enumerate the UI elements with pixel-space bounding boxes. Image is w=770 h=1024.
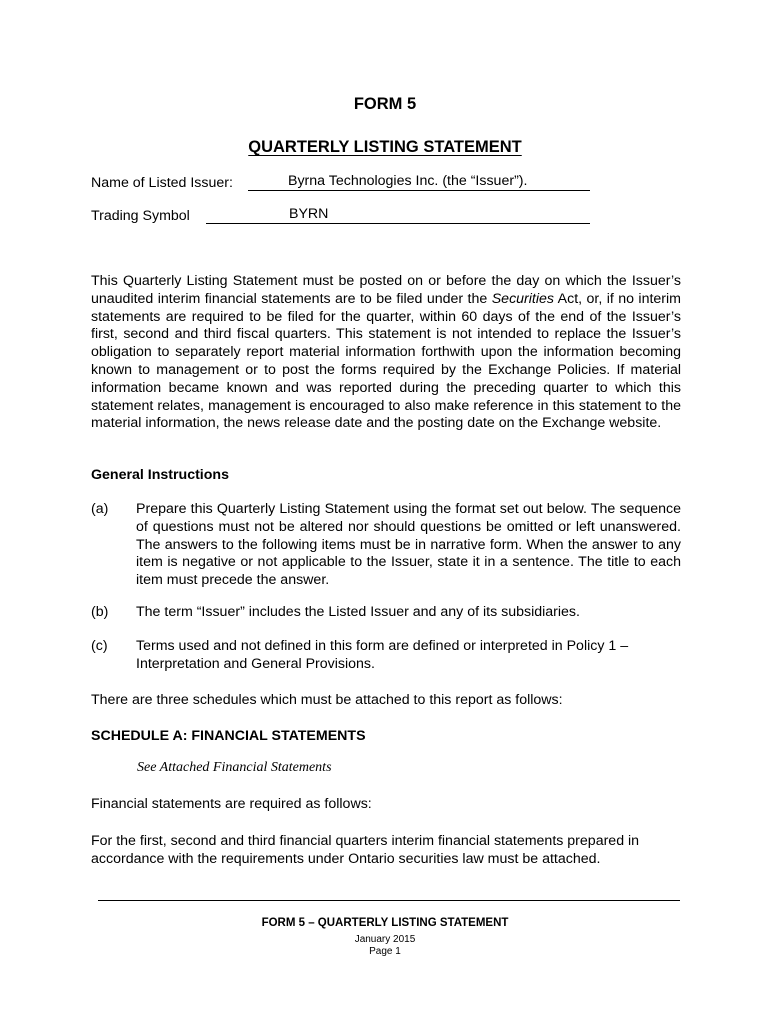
issuer-name-field [248, 173, 590, 191]
issuer-name-label: Name of Listed Issuer: [91, 175, 233, 191]
schedule-a-detail: For the first, second and third financial quarters interim financial statements prepared in accordance with the requirements under Ontario securities law must be attached. [91, 833, 640, 867]
form-number: FORM 5 [353, 95, 417, 113]
intro-text-2: Act, or, if no interim statements are required to be filed for the quarter, within 60 days of the end of the Issuer’s first, second and third fiscal quarters. This statement is not intended to replace the Issuer’s obligation to separately report material information forthwith upon the information becoming known to management or to post the forms required by the Exchange Policies. If material information became known and was reported during the preceding quarter to which this statement relates, management is encouraged to also make reference in this statement to the material information, the news release date and the posting date on the Exchange website. [91, 290, 681, 432]
trading-symbol-label: Trading Symbol [91, 208, 190, 224]
form-title-text: QUARTERLY LISTING STATEMENT [248, 138, 522, 156]
intro-paragraph [91, 273, 681, 433]
intro-italic: Securities [491, 290, 555, 307]
general-instructions-heading: General Instructions [91, 467, 229, 483]
issuer-name-row [91, 173, 233, 193]
intro-text-1: This Quarterly Listing Statement must be posted on or before the day on which the Issuer’s unaudited interim financial statements are to be filed under the [91, 273, 681, 307]
trading-symbol-field [206, 206, 590, 224]
instruction-text: Terms used and not defined in this form are defined or interpreted in Policy 1 – Interpretation and General Provisions. [136, 638, 629, 672]
schedules-intro: There are three schedules which must be attached to this report as follows: [91, 692, 563, 708]
schedule-a-note: See Attached Financial Statements [137, 760, 332, 775]
instruction-mark: (a) [91, 501, 109, 517]
schedule-a-heading: SCHEDULE A: FINANCIAL STATEMENTS [91, 728, 366, 744]
form-title [0, 138, 770, 157]
footer-divider [98, 900, 680, 901]
footer-title: FORM 5 – QUARTERLY LISTING STATEMENT [261, 917, 509, 929]
schedule-a-required: Financial statements are required as follows: [91, 796, 372, 812]
trading-symbol-row [91, 206, 190, 226]
footer-page-number: Page 1 [369, 946, 401, 957]
instruction-text: Prepare this Quarterly Listing Statement using the format set out below. The sequence of questions must not be altered nor should questions be omitted or left unanswered. The answers to the following items must be in narrative form. When the answer to any item is negative or not applicable to the Issuer, state it in a sentence. The title to each item must precede the answer. [136, 501, 681, 589]
instruction-text: The term “Issuer” includes the Listed Issuer and any of its subsidiaries. [136, 604, 580, 620]
footer-date: January 2015 [354, 934, 416, 945]
instruction-mark: (b) [91, 604, 109, 620]
trading-symbol-value: BYRN [289, 206, 329, 222]
issuer-name-value: Byrna Technologies Inc. (the “Issuer”). [288, 173, 528, 189]
instruction-mark: (c) [91, 638, 108, 654]
